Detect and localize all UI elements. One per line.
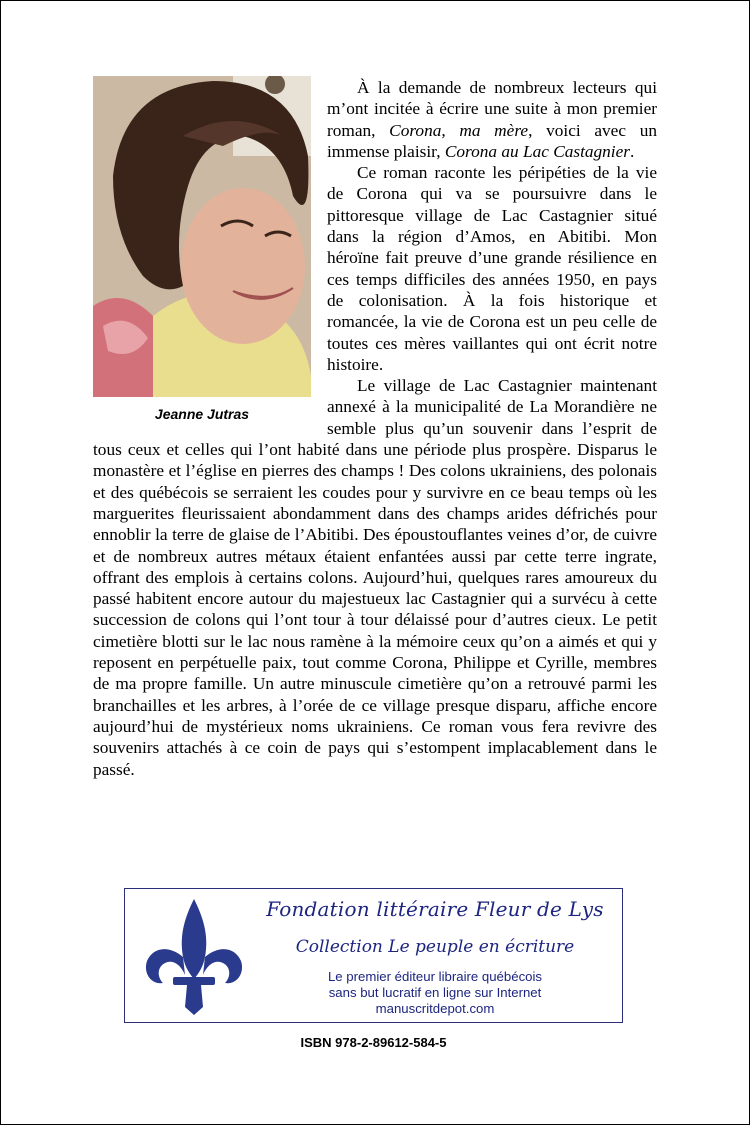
back-cover-text [93,77,657,780]
publisher-website[interactable]: manuscritdepot.com [375,1001,495,1016]
paragraph-2: Ce roman raconte les péripéties de la vie de Corona qui va se poursuivre dans le pittoresque village de Lac Castagnier situé dans la région d’Amos, en Abitibi. Mon héroïne fait preuve d’une grande résilience en ces temps difficiles des années 1950, en pays de colonisation. À la fois historique et romancée, la vie de Corona est un peu celle de toutes ces mères vaillantes qui ont écrit notre histoire. [327,163,657,374]
publisher-description [255,969,615,1017]
publisher-collection: Collection Le peuple en écriture [295,937,575,957]
fleur-de-lys-icon [139,895,249,1017]
title-corona-ma-mere: Corona, ma mère [389,120,529,140]
publisher-line-1: Le premier éditeur libraire québécois [327,969,543,984]
author-caption: Jeanne Jutras [154,406,250,422]
paragraph-3: Le village de Lac Castagnier maintenant annexé à la municipalité de La Morandière ne semble plus qu’un souvenir dans l’esprit de tous ceux et celles qui l’ont habité dans une période plus prospère. Disparus le monastère et l’église en pierres des champs ! Des colons ukrainiens, des polonais et des québécois se serraient les coudes pour y survivre en ce beau temps où les marguerites fleurissaient abondamment dans des champs arides défrichés pour ennoblir la terre de glaise de l’Abitibi. Des époustouflantes veines d’or, de cuivre et de nombreux autres métaux étaient enfantées aussi par cette terre ingrate, offrant des emplois à certains colons. Aujourd’hui, quelques rares amoureux du passé habitent encore autour du majestueux lac Castagnier qui a survécu à cette succession de colons qui l’ont tour à tour délaissé pour d’autres cieux. Le petit cimetière blotti sur le lac nous ramène à la mémoire ceux qu’on a aimés et qui y reposent en perpétuelle paix, tout comme Corona, Philippe et Cyrille, membres de ma propre famille. Un autre minuscule cimetière qu’on a retrouvé parmi les branchailles et les arbres, à l’orée de ce village presque disparu, affiche encore aujourd’hui de mystérieux noms ukrainiens. Ce roman vous fera revivre des souvenirs attachés à ce coin de pays qui s’estompent implacablement dans le passé. [93,376,657,779]
paragraph-1: À la demande de nombreux lecteurs qui m’ont incitée à écrire une suite à mon premier roman, Corona, ma mère, voici avec un immense plaisir, Corona au Lac Castagnier. [327,78,657,161]
isbn: ISBN 978-2-89612-584-5 [300,1035,447,1050]
publisher-line-2: sans but lucratif en ligne sur Internet [328,985,542,1000]
title-corona-au-lac: Corona au Lac Castagnier [444,141,631,161]
publisher-box [124,888,623,1023]
publisher-name: Fondation littéraire Fleur de Lys [266,897,604,921]
photo-wrap-spacer [93,77,327,429]
